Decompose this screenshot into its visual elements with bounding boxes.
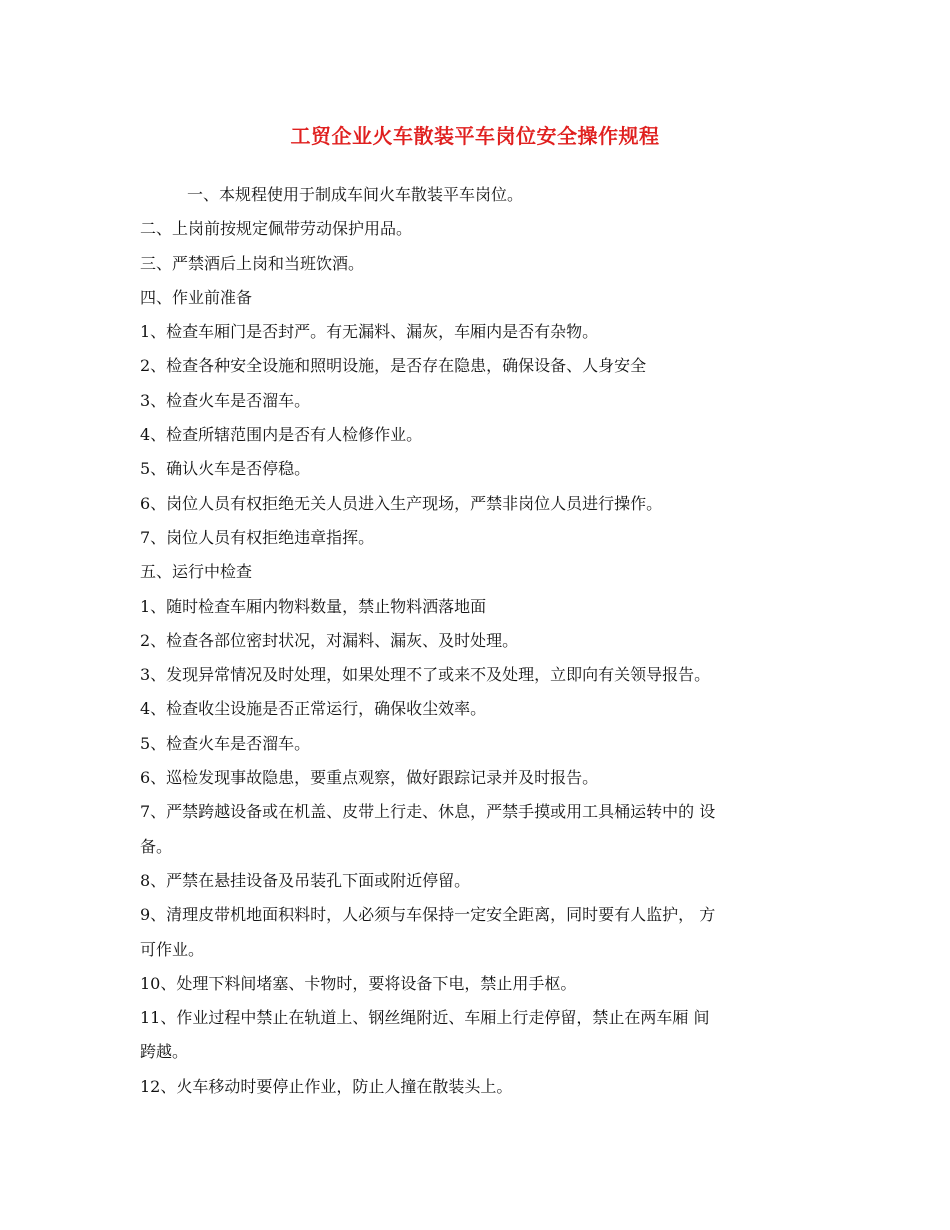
paragraph-line: 可作业。 [140, 939, 205, 959]
document-body [140, 178, 820, 1104]
document-title: 工贸企业火车散装平车岗位安全操作规程 [290, 124, 660, 148]
paragraph-line: 7、岗位人员有权拒绝违章指挥。 [140, 527, 375, 547]
paragraph-line: 9、清理皮带机地面积料时，人必须与车保持一定安全距离，同时要有人监护， 方 [140, 905, 716, 925]
paragraph-line: 8、严禁在悬挂设备及吊装孔下面或附近停留。 [140, 870, 471, 890]
paragraph-line: 一、本规程使用于制成车间火车散装平车岗位。 [187, 185, 524, 204]
paragraph-line: 4、检查所辖范围内是否有人检修作业。 [140, 425, 423, 445]
paragraph-line: 三、严禁酒后上岗和当班饮酒。 [140, 253, 365, 273]
paragraph-line: 11、作业过程中禁止在轨道上、钢丝绳附近、车厢上行走停留，禁止在两车厢 间 [140, 1008, 710, 1028]
paragraph-line: 二、上岗前按规定佩带劳动保护用品。 [140, 219, 413, 239]
paragraph-line: 10、处理下料间堵塞、卡物时，要将设备下电，禁止用手枢。 [140, 973, 577, 993]
paragraph-line: 跨越。 [140, 1042, 189, 1062]
paragraph-line: 12、火车移动时要停止作业，防止人撞在散装头上。 [140, 1076, 513, 1096]
paragraph-line: 3、发现异常情况及时处理，如果处理不了或来不及处理，立即向有关领导报告。 [140, 665, 711, 685]
paragraph-line: 3、检查火车是否溜车。 [140, 390, 311, 410]
paragraph-line: 4、检查收尘设施是否正常运行，确保收尘效率。 [140, 699, 487, 719]
paragraph-line: 1、随时检查车厢内物料数量，禁止物料洒落地面 [140, 596, 487, 616]
paragraph-line: 5、确认火车是否停稳。 [140, 459, 311, 479]
paragraph-line: 6、岗位人员有权拒绝无关人员进入生产现场，严禁非岗位人员进行操作。 [140, 493, 663, 513]
paragraph-line: 5、检查火车是否溜车。 [140, 733, 311, 753]
paragraph-line: 备。 [140, 836, 173, 856]
paragraph-line: 7、严禁跨越设备或在机盖、皮带上行走、休息，严禁手摸或用工具桶运转中的 设 [140, 802, 716, 822]
paragraph-line: 2、检查各部位密封状况，对漏料、漏灰、及时处理。 [140, 630, 519, 650]
paragraph-line: 2、检查各种安全设施和照明设施，是否存在隐患，确保设备、人身安全 [140, 356, 647, 376]
section-heading: 五、运行中检查 [140, 562, 253, 582]
paragraph-line: 1、检查车厢门是否封严。有无漏料、漏灰，车厢内是否有杂物。 [140, 322, 599, 342]
paragraph-line: 6、巡检发现事故隐患，要重点观察，做好跟踪记录并及时报告。 [140, 768, 599, 788]
section-heading: 四、作业前准备 [140, 287, 253, 307]
